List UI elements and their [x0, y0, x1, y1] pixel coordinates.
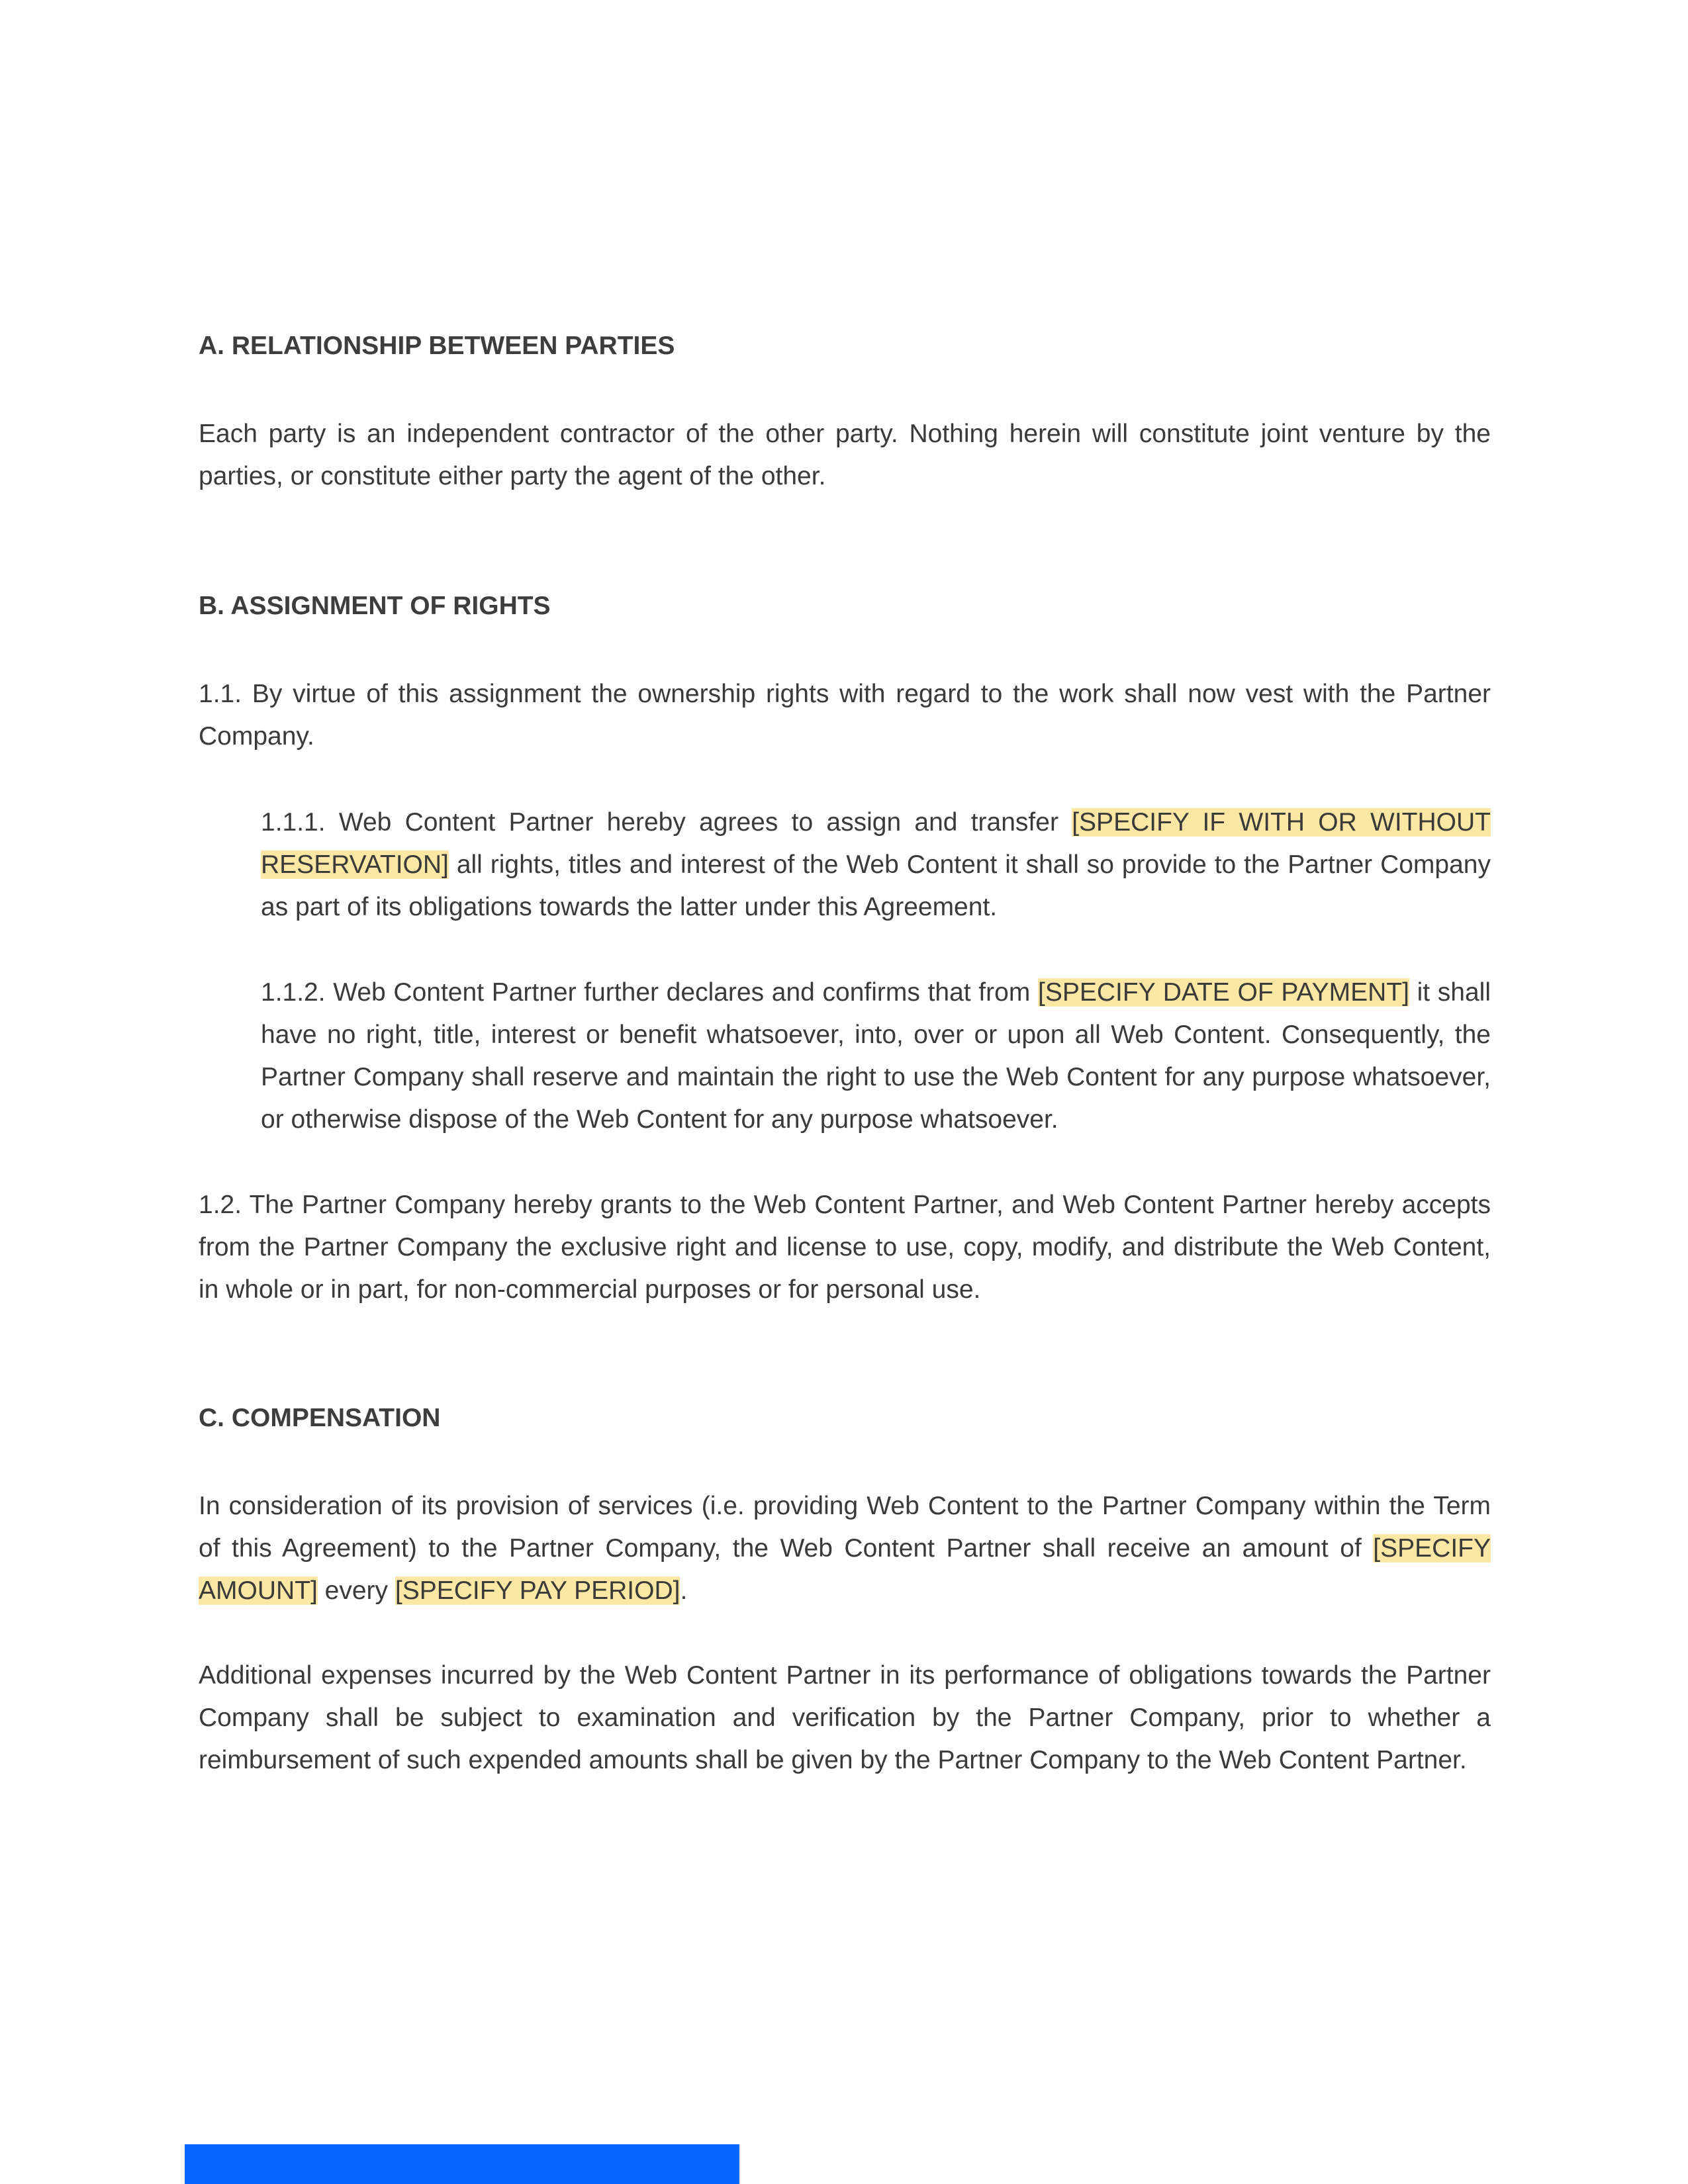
section-a-paragraph: Each party is an independent contractor of the other party. Nothing herein will constitute joint venture by the parties, or constitute either party the agent of the other.: [199, 420, 1491, 490]
placeholder-pay-period: [SPECIFY PAY PERIOD]: [395, 1576, 680, 1605]
placeholder-date-of-payment: [SPECIFY DATE OF PAYMENT]: [1038, 978, 1409, 1007]
compensation-text-middle: every: [317, 1576, 395, 1605]
clause-1-1-1-text-end: all rights, titles and interest of the Web Content it shall so provide to the Partner Company as part of its obligations towards the latter under this Agreement.: [261, 850, 1491, 921]
clause-1-1-2-text-start: 1.1.2. Web Content Partner further declares and confirms that from: [261, 978, 1038, 1007]
clause-1-1: 1.1. By virtue of this assignment the ownership rights with regard to the work shall now vest with the Partner Company.: [199, 680, 1491, 751]
clause-1-1-2: [261, 972, 1491, 1141]
clause-1-1-1: [261, 801, 1491, 929]
section-b-title: B. ASSIGNMENT OF RIGHTS: [199, 592, 551, 620]
clause-1-1-2-text-end: it shall have no right, title, interest or benefit whatsoever, into, over or upon all Web Content. Consequently, the Partner Company shall reserve and maintain the right to use the Web Content for any purpose whatsoever, or otherwise dispose of the Web Content for any purpose whatsoever.: [261, 978, 1491, 1134]
compensation-text-start: In consideration of its provision of services (i.e. providing Web Content to the Partner Company within the Term of this Agreement) to the Partner Company, the Web Content Partner shall receive an amount of: [199, 1492, 1491, 1563]
compensation-text-end: .: [680, 1576, 688, 1605]
placeholder-reservation: [SPECIFY IF WITH OR WITHOUT RESERVATION]: [261, 808, 1491, 879]
clause-1-1-1-text-start: 1.1.1. Web Content Partner hereby agrees to assign and transfer: [261, 808, 1072, 837]
compensation-paragraph: [199, 1485, 1491, 1612]
section-a-title: A. RELATIONSHIP BETWEEN PARTIES: [199, 332, 675, 360]
placeholder-amount: [SPECIFY AMOUNT]: [199, 1534, 1491, 1605]
clause-1-2: 1.2. The Partner Company hereby grants to the Web Content Partner, and Web Content Partner hereby accepts from the Partner Company the exclusive right and license to use, copy, modify, and distribute the Web Content, in whole or in part, for non-commercial purposes or for personal use.: [199, 1191, 1491, 1304]
footer-accent-bar: [185, 2144, 739, 2184]
expenses-paragraph: Additional expenses incurred by the Web Content Partner in its performance of obligations towards the Partner Company shall be subject to examination and verification by the Partner Company, prior to whether a reimbursement of such expended amounts shall be given by the Partner Company to the Web Content Partner.: [199, 1661, 1491, 1774]
section-c-title: C. COMPENSATION: [199, 1404, 441, 1432]
